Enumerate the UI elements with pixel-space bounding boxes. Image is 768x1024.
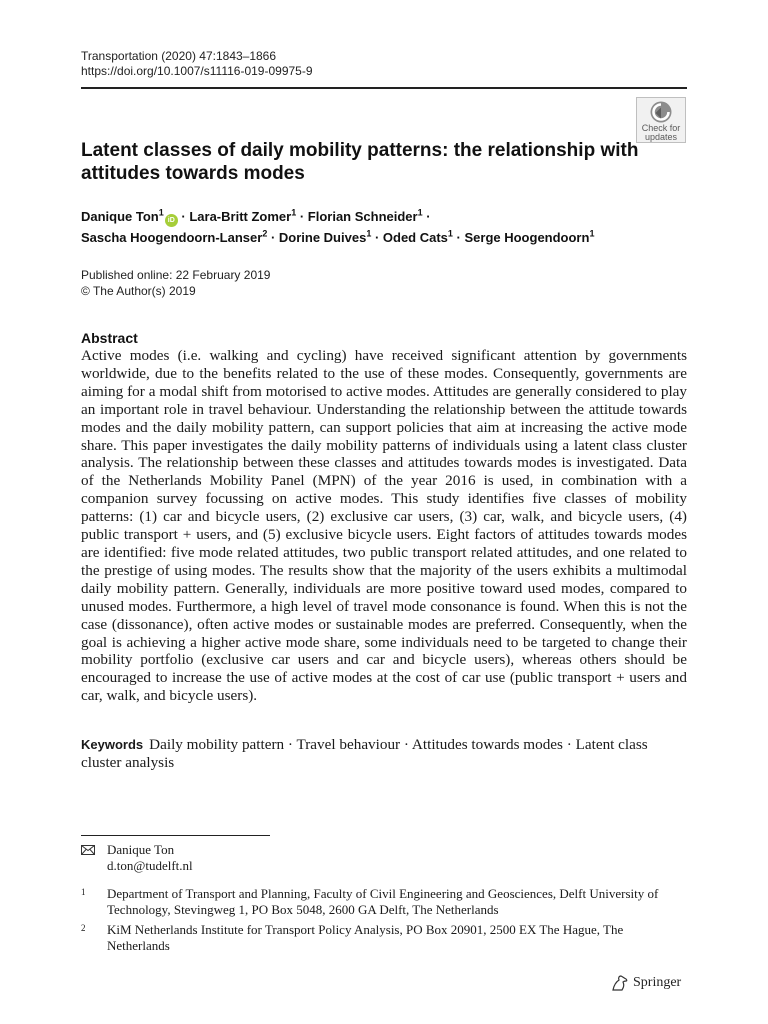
contact-email[interactable]: d.ton@tudelft.nl bbox=[107, 858, 193, 873]
affiliation-marker: 1 bbox=[291, 207, 297, 218]
author-name[interactable]: Danique Ton bbox=[81, 209, 159, 224]
author-name[interactable]: Florian Schneider bbox=[307, 209, 418, 224]
badge-line-1: Check for bbox=[641, 123, 681, 133]
springer-horse-icon bbox=[611, 975, 629, 991]
journal-citation: Transportation (2020) 47:1843–1866 bbox=[81, 49, 277, 63]
affiliation-marker: 1 bbox=[158, 207, 164, 218]
keywords bbox=[81, 736, 687, 772]
header-rule bbox=[81, 87, 687, 89]
publication-info bbox=[81, 267, 270, 299]
contact-block bbox=[107, 842, 193, 874]
keywords-label: Keywords bbox=[81, 737, 144, 752]
keywords-list: Daily mobility pattern · Travel behaviour · Attitudes towards modes · Latent class cluster analysis bbox=[81, 736, 648, 771]
affiliation-number: 1 bbox=[81, 887, 86, 897]
publisher-name: Springer bbox=[633, 975, 682, 990]
affiliation-marker: 1 bbox=[589, 228, 595, 239]
affiliation-text: Department of Transport and Planning, Faculty of Civil Engineering and Geosciences, Delft University of Technology, Stevingweg 1, PO Box 5048, 2600 GA Delft, The Netherlands bbox=[107, 886, 659, 917]
author-name[interactable]: Serge Hoogendoorn bbox=[464, 230, 590, 245]
affiliation-number: 2 bbox=[81, 923, 86, 933]
mail-icon bbox=[81, 845, 95, 855]
abstract-heading: Abstract bbox=[81, 330, 138, 346]
abstract-text: Active modes (i.e. walking and cycling) have received significant attention by governments worldwide, due to the benefits related to the use of these modes. Consequently, governments are aiming for a modal shift from motorised to active modes. Attitudes are generally considered to play an important role in travel behaviour. Understanding the relationship between the attitude towards modes and the daily mobility pattern, can support policies that aim at increasing the active mode share. This paper investigates the daily mobility patterns of individuals using a latent class cluster analysis. The relationship between these classes and attitudes towards modes is investigated. Data of the Netherlands Mobility Panel (MPN) of the year 2016 is used, in combination with a companion survey focussing on active modes. This study identifies five classes of mobility patterns: (1) car and bicycle users, (2) exclusive car users, (3) car, walk, and bicycle users, (4) public transport + users, and (5) exclusive bicycle users. Eight factors of attitudes towards modes are identified: five mode related attitudes, two public transport related attitudes, and one related to the prestige of using modes. The results show that the majority of the users exhibits a multimodal daily mobility pattern. Generally, individuals are more positive toward used modes, compared to unused modes. Furthermore, a high level of travel mode consonance is found. When this is not the case (dissonance), often active modes or sustainable modes are preferred. Consequently, when the goal is achieving a higher active mode share, some individuals need to be targeted to change their mobility portfolio (exclusive car users and car and bicycle users), whereas others should be encouraged to increase the use of active modes at the cost of car use (public transport + users and car, walk, and bicycle users). bbox=[81, 347, 687, 705]
copyright: © The Author(s) 2019 bbox=[81, 284, 196, 298]
author-name[interactable]: Oded Cats bbox=[382, 230, 448, 245]
author-list: Danique Ton$^1$iD · Lara-Britt Zomer$^1$ · Florian Schneider$^1$ · Sascha Hoogendoorn-Lanser$^2$ · Dorine Duives$^1$ · Oded Cats$^1$ · Serge Hoogendoorn$^1$ bbox=[81, 207, 595, 245]
contact-name: Danique Ton bbox=[107, 842, 175, 857]
author-name[interactable]: Dorine Duives bbox=[278, 230, 367, 245]
author-name[interactable]: Sascha Hoogendoorn-Lanser bbox=[81, 230, 263, 245]
orcid-icon[interactable]: iD bbox=[165, 214, 178, 227]
published-date: Published online: 22 February 2019 bbox=[81, 268, 271, 282]
affiliation-marker: 1 bbox=[366, 228, 372, 239]
affiliation-marker: 1 bbox=[417, 207, 423, 218]
check-for-updates-badge[interactable] bbox=[636, 97, 686, 143]
paper-title: Latent classes of daily mobility patterns: the relationship with attitudes towards modes bbox=[81, 140, 639, 184]
affiliation-text: KiM Netherlands Institute for Transport Policy Analysis, PO Box 20901, 2500 EX The Hague, The Netherlands bbox=[107, 922, 624, 953]
footnote-rule bbox=[81, 835, 270, 836]
affiliation-marker: 2 bbox=[262, 228, 268, 239]
affiliation-marker: 1 bbox=[447, 228, 453, 239]
author-name[interactable]: Lara-Britt Zomer bbox=[189, 209, 292, 224]
doi-link[interactable]: https://doi.org/10.1007/s11116-019-09975-9 bbox=[81, 64, 313, 78]
check-for-updates-icon bbox=[648, 100, 674, 124]
badge-line-2: updates bbox=[644, 132, 678, 142]
journal-header bbox=[81, 49, 313, 79]
